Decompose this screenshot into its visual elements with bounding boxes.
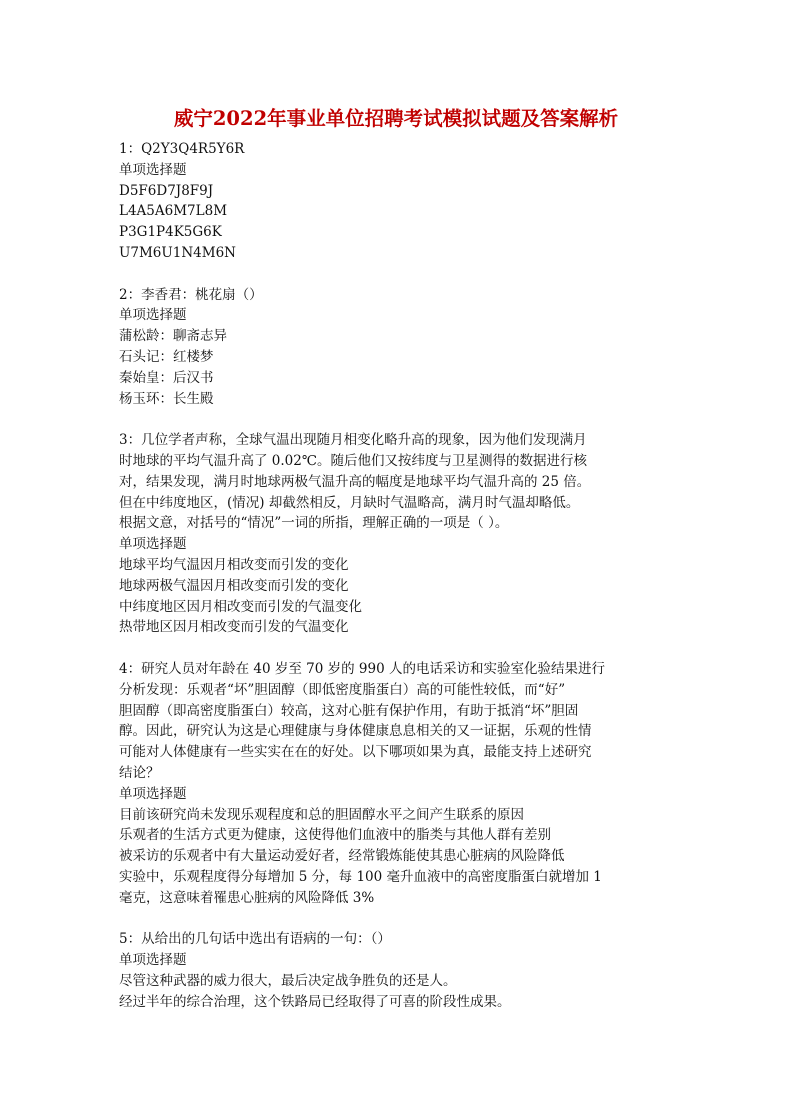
option-c: 被采访的乐观者中有大量运动爱好者，经常锻炼能使其患心脏病的风险降低 bbox=[119, 848, 565, 865]
question-stem-line: 4：研究人员对年龄在 40 岁至 70 岁的 990 人的电话采访和实验室化验结果进行 bbox=[119, 660, 605, 677]
question-stem-line: 对，结果发现，满月时地球两极气温升高的幅度是地球平均气温升高的 25 倍。 bbox=[119, 473, 591, 490]
option-d: U7M6U1N4M6N bbox=[119, 244, 236, 261]
question-stem-line: 可能对人体健康有一些实实在在的好处。以下哪项如果为真，最能支持上述研究 bbox=[119, 744, 592, 761]
option-d: 杨玉环：长生殿 bbox=[119, 390, 214, 407]
option-a: 蒲松龄：聊斋志异 bbox=[119, 328, 227, 345]
option-a: 目前该研究尚未发现乐观程度和总的胆固醇水平之间产生联系的原因 bbox=[119, 806, 524, 823]
question-2 bbox=[119, 285, 679, 410]
option-b: 石头记：红楼梦 bbox=[119, 348, 214, 365]
question-stem-line: 根据文意，对括号的“情况”一词的所指，理解正确的一项是（ ）。 bbox=[119, 515, 509, 532]
question-stem-line: 时地球的平均气温升高了 0.02℃。随后他们又按纬度与卫星测得的数据进行核 bbox=[119, 452, 587, 469]
option-b: L4A5A6M7L8M bbox=[119, 203, 228, 220]
option-d: 热带地区因月相改变而引发的气温变化 bbox=[119, 619, 349, 636]
question-stem-line: 3：几位学者声称，全球气温出现随月相变化略升高的现象，因为他们发现满月 bbox=[119, 432, 587, 449]
question-type: 单项选择题 bbox=[119, 952, 187, 969]
option-b: 地球两极气温因月相改变而引发的变化 bbox=[119, 577, 349, 594]
question-stem-line: 胆固醇（即高密度脂蛋白）较高，这对心脏有保护作用，有助于抵消“坏”胆固 bbox=[119, 702, 579, 719]
question-type: 单项选择题 bbox=[119, 536, 187, 553]
option-b: 乐观者的生活方式更为健康，这使得他们血液中的脂类与其他人群有差别 bbox=[119, 827, 551, 844]
document-title: 威宁2022年事业单位招聘考试模拟试题及答案解析 bbox=[173, 107, 619, 130]
option-c: P3G1P4K5G6K bbox=[119, 224, 222, 241]
question-stem-line: 分析发现：乐观者“坏”胆固醇（即低密度脂蛋白）高的可能性较低，而“好” bbox=[119, 681, 566, 698]
question-type: 单项选择题 bbox=[119, 161, 187, 178]
question-stem-line: 醇。因此，研究认为这是心理健康与身体健康息息相关的又一证据，乐观的性情 bbox=[119, 723, 592, 740]
question-3 bbox=[119, 430, 679, 638]
question-stem-line: 但在中纬度地区，(情况) 却截然相反，月缺时气温略高，满月时气温却略低。 bbox=[119, 494, 580, 511]
question-stem-line: 2：李香君：桃花扇（） bbox=[119, 286, 263, 303]
option-b: 经过半年的综合治理，这个铁路局已经取得了可喜的阶段性成果。 bbox=[119, 993, 511, 1010]
question-5 bbox=[119, 929, 679, 1012]
question-1 bbox=[119, 139, 679, 264]
option-c: 中纬度地区因月相改变而引发的气温变化 bbox=[119, 598, 362, 615]
document-body bbox=[119, 139, 679, 1033]
question-4 bbox=[119, 659, 679, 909]
option-c: 秦始皇：后汉书 bbox=[119, 369, 214, 386]
question-stem-line: 5：从给出的几句话中选出有语病的一句：（） bbox=[119, 931, 391, 948]
question-stem-line: 结论？ bbox=[119, 764, 160, 781]
option-d: 实验中，乐观程度得分每增加 5 分，每 100 毫升血液中的高密度脂蛋白就增加 1 毫克，这意味着罹患心脏病的风险降低 3% bbox=[119, 868, 602, 906]
option-a: 地球平均气温因月相改变而引发的变化 bbox=[119, 556, 349, 573]
question-type: 单项选择题 bbox=[119, 785, 187, 802]
question-stem-line: 1：Q2Y3Q4R5Y6R bbox=[119, 141, 245, 157]
option-a: D5F6D7J8F9J bbox=[119, 182, 214, 199]
question-type: 单项选择题 bbox=[119, 307, 187, 324]
option-a: 尽管这种武器的威力很大，最后决定战争胜负的还是人。 bbox=[119, 972, 457, 989]
